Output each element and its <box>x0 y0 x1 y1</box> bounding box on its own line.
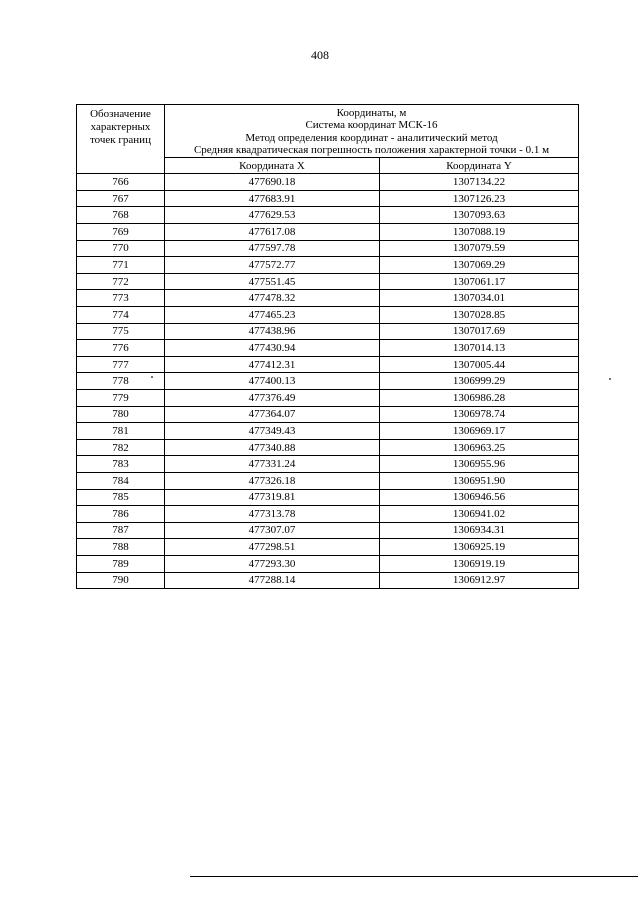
table-row <box>77 472 579 489</box>
point-id-cell: 784 <box>77 472 165 489</box>
header-title-line: Средняя квадратическая погрешность положения характерной точки - 0.1 м <box>193 143 550 156</box>
coordinate-x-cell: 477683.91 <box>165 190 380 207</box>
coordinate-x-cell: 477412.31 <box>165 356 380 373</box>
point-id-cell: 787 <box>77 522 165 539</box>
header-title-line: Система координат МСК-16 <box>305 119 438 132</box>
coordinates-table <box>76 104 579 589</box>
coordinate-x-cell: 477288.14 <box>165 572 380 589</box>
coordinate-x-cell: 477298.51 <box>165 539 380 556</box>
coordinate-y-cell: 1307079.59 <box>380 240 579 257</box>
coordinate-x-cell: 477690.18 <box>165 174 380 191</box>
scan-speck <box>609 378 611 380</box>
point-id-cell: 785 <box>77 489 165 506</box>
coordinate-x-cell: 477331.24 <box>165 456 380 473</box>
coordinate-y-cell: 1307093.63 <box>380 207 579 224</box>
table-row <box>77 522 579 539</box>
point-id-cell: 780 <box>77 406 165 423</box>
point-id-cell: 768 <box>77 207 165 224</box>
coordinate-y-cell: 1306925.19 <box>380 539 579 556</box>
coordinate-x-cell: 477629.53 <box>165 207 380 224</box>
coordinate-x-cell: 477617.08 <box>165 224 380 241</box>
point-id-cell: 776 <box>77 340 165 357</box>
coordinate-x-cell: 477430.94 <box>165 340 380 357</box>
point-id-cell: 788 <box>77 539 165 556</box>
coordinate-y-cell: 1306999.29 <box>380 373 579 390</box>
coordinate-y-cell: 1307126.23 <box>380 190 579 207</box>
point-id-cell: 782 <box>77 439 165 456</box>
point-id-cell: 789 <box>77 555 165 572</box>
coordinate-x-cell: 477572.77 <box>165 257 380 274</box>
coordinate-x-cell: 477326.18 <box>165 472 380 489</box>
coordinate-y-cell: 1307005.44 <box>380 356 579 373</box>
coordinate-x-cell: 477349.43 <box>165 423 380 440</box>
table-row <box>77 456 579 473</box>
point-id-cell: 766 <box>77 174 165 191</box>
header-title-line: Координаты, м <box>336 107 407 119</box>
table-row <box>77 174 579 191</box>
coordinate-y-cell: 1307014.13 <box>380 340 579 357</box>
point-id-cell: 769 <box>77 224 165 241</box>
point-id-cell: 778 <box>77 373 165 390</box>
column-header-y: Координата Y <box>380 158 579 174</box>
table-row <box>77 224 579 241</box>
coordinate-x-cell: 477438.96 <box>165 323 380 340</box>
table-row <box>77 572 579 589</box>
coordinate-x-cell: 477313.78 <box>165 506 380 523</box>
coordinate-x-cell: 477597.78 <box>165 240 380 257</box>
coordinate-y-cell: 1306941.02 <box>380 506 579 523</box>
coordinates-header <box>165 105 579 158</box>
coordinate-y-cell: 1307069.29 <box>380 257 579 274</box>
coordinate-y-cell: 1306955.96 <box>380 456 579 473</box>
coordinate-y-cell: 1307028.85 <box>380 307 579 324</box>
coordinate-y-cell: 1306963.25 <box>380 439 579 456</box>
table-row <box>77 489 579 506</box>
point-id-cell: 783 <box>77 456 165 473</box>
coordinate-y-cell: 1306986.28 <box>380 389 579 406</box>
table-row <box>77 207 579 224</box>
table-row <box>77 323 579 340</box>
table-row <box>77 290 579 307</box>
coordinate-y-cell: 1307134.22 <box>380 174 579 191</box>
point-id-cell: 770 <box>77 240 165 257</box>
coordinate-y-cell: 1307088.19 <box>380 224 579 241</box>
table-row <box>77 307 579 324</box>
table-row <box>77 190 579 207</box>
coordinate-x-cell: 477465.23 <box>165 307 380 324</box>
table-row <box>77 555 579 572</box>
page-number: 408 <box>311 48 329 62</box>
coordinate-x-cell: 477478.32 <box>165 290 380 307</box>
point-label-header: Обозначение характерных точек границ <box>77 105 165 174</box>
coordinate-y-cell: 1306912.97 <box>380 572 579 589</box>
table-row <box>77 506 579 523</box>
coordinate-y-cell: 1306969.17 <box>380 423 579 440</box>
point-id-cell: 773 <box>77 290 165 307</box>
coordinate-x-cell: 477319.81 <box>165 489 380 506</box>
coordinate-x-cell: 477400.13 <box>165 373 380 390</box>
coordinate-y-cell: 1306951.90 <box>380 472 579 489</box>
table-row <box>77 257 579 274</box>
coordinate-x-cell: 477551.45 <box>165 273 380 290</box>
coordinate-x-cell: 477376.49 <box>165 389 380 406</box>
coordinate-y-cell: 1306946.56 <box>380 489 579 506</box>
point-id-cell: 775 <box>77 323 165 340</box>
point-id-cell: 786 <box>77 506 165 523</box>
point-id-cell: 777 <box>77 356 165 373</box>
coordinate-x-cell: 477340.88 <box>165 439 380 456</box>
table-body <box>77 174 579 589</box>
coordinate-y-cell: 1306978.74 <box>380 406 579 423</box>
table-row <box>77 439 579 456</box>
point-id-cell: 772 <box>77 273 165 290</box>
coordinate-y-cell: 1307017.69 <box>380 323 579 340</box>
column-header-x: Координата X <box>165 158 380 174</box>
coordinate-y-cell: 1306934.31 <box>380 522 579 539</box>
point-id-cell: 781 <box>77 423 165 440</box>
table-row <box>77 356 579 373</box>
table-row <box>77 406 579 423</box>
coordinate-x-cell: 477293.30 <box>165 555 380 572</box>
coordinate-x-cell: 477307.07 <box>165 522 380 539</box>
point-id-cell: 771 <box>77 257 165 274</box>
coordinate-y-cell: 1307061.17 <box>380 273 579 290</box>
point-id-cell: 767 <box>77 190 165 207</box>
point-id-cell: 774 <box>77 307 165 324</box>
point-id-cell: 790 <box>77 572 165 589</box>
header-title-line: Метод определения координат - аналитический метод <box>245 131 498 144</box>
footer-rule <box>190 876 638 877</box>
table-row <box>77 240 579 257</box>
point-id-cell: 779 <box>77 389 165 406</box>
coordinate-y-cell: 1307034.01 <box>380 290 579 307</box>
coordinate-y-cell: 1306919.19 <box>380 555 579 572</box>
table-row <box>77 423 579 440</box>
scan-speck <box>151 376 153 378</box>
table-row <box>77 539 579 556</box>
table-row <box>77 273 579 290</box>
table-row <box>77 389 579 406</box>
coordinate-x-cell: 477364.07 <box>165 406 380 423</box>
table-row <box>77 340 579 357</box>
table-header-row <box>77 105 579 158</box>
